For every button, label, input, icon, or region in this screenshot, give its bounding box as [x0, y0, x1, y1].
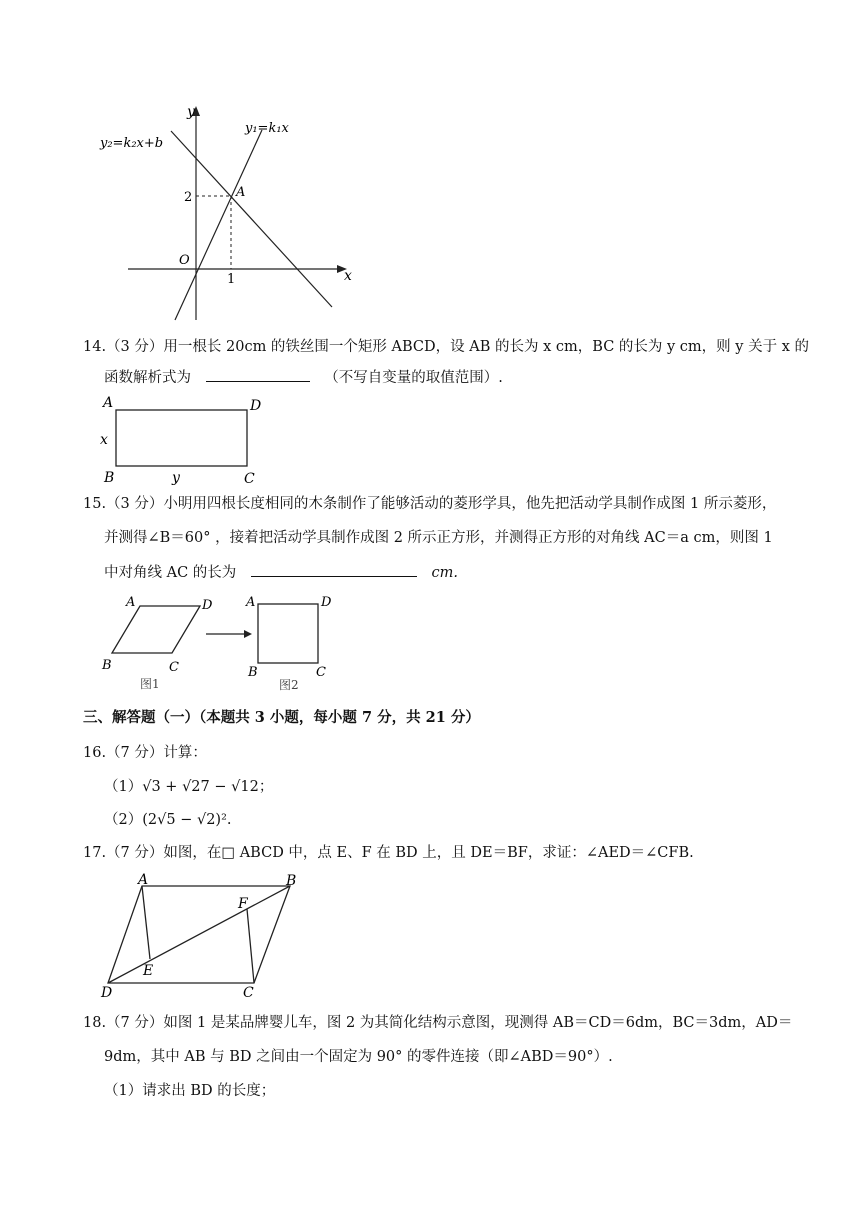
fig2-label-a: A — [246, 595, 256, 610]
q15-line3 — [104, 562, 458, 583]
q14-line2-pre: 函数解析式为 — [104, 370, 191, 386]
q16-part1-expr: √3 + √27 − √12； — [142, 779, 274, 795]
q16-part1 — [104, 777, 273, 797]
origin-label: O — [179, 253, 190, 268]
rect-label-c: C — [244, 471, 255, 486]
q18-line1: 18.（7 分）如图 1 是某品牌婴儿车，图 2 为其简化结构示意图，现测得 AB＝CD＝6dm，BC＝3dm，AD＝ — [83, 1015, 793, 1031]
y-axis-label: y — [187, 104, 195, 120]
q15-line1: 15.（3 分）小明用四根长度相同的木条制作了能够活动的菱形学具，他先把活动学具制作成图 1 所示菱形， — [83, 496, 777, 512]
fig1-label-b: B — [102, 658, 112, 673]
fig2-label-d: D — [321, 595, 332, 610]
para-label-a: A — [138, 872, 149, 888]
x-axis-label: x — [344, 268, 352, 284]
q14-line1: 14.（3 分）用一根长 20cm 的铁丝围一个矩形 ABCD，设 AB 的长为 x cm，BC 的长为 y cm，则 y 关于 x 的 — [83, 339, 809, 355]
line1-label: y₁=k₁x — [245, 121, 289, 136]
rect-label-x: x — [100, 432, 108, 448]
para-label-f: F — [238, 896, 248, 912]
fig1-label-d: D — [202, 598, 213, 613]
rect-label-y: y — [172, 470, 180, 486]
q15-answer-blank[interactable] — [251, 562, 417, 577]
tick-x-label: 1 — [227, 272, 236, 287]
q14-line2-post: （不写自变量的取值范围）. — [324, 370, 503, 386]
rect-label-a: A — [103, 395, 114, 411]
fig2-label-b: B — [248, 665, 258, 680]
parallelogram-figure — [96, 870, 312, 1000]
fig1-label-a: A — [126, 595, 136, 610]
rectangle-figure — [96, 394, 276, 486]
para-label-b: B — [286, 873, 297, 889]
rect-label-b: B — [104, 470, 115, 486]
q18-part1: （1）请求出 BD 的长度； — [104, 1083, 276, 1099]
line2-label: y₂=k₂x+b — [100, 136, 164, 151]
para-label-d: D — [101, 985, 113, 1000]
q15-line2: 并测得∠B＝60° ，接着把活动学具制作成图 2 所示正方形，并测得正方形的对角线 AC＝a cm，则图 1 — [104, 530, 773, 546]
rect-label-d: D — [250, 398, 262, 414]
tick-y-label: 2 — [184, 190, 193, 205]
q14-answer-blank[interactable] — [206, 367, 310, 382]
fig1-caption: 图1 — [140, 677, 160, 691]
q18-line2: 9dm，其中 AB 与 BD 之间由一个固定为 90° 的零件连接（即∠ABD＝90°）. — [104, 1049, 613, 1065]
q16-part2 — [104, 810, 232, 830]
q15-line3-post: cm. — [431, 565, 458, 581]
q16-part2-expr: (2√5 − √2)². — [142, 812, 232, 828]
point-a-label: A — [236, 185, 246, 200]
q16-head: 16.（7 分）计算： — [83, 745, 207, 761]
q14-line2 — [104, 367, 503, 388]
fig2-caption: 图2 — [279, 678, 299, 692]
linear-functions-graph — [95, 98, 365, 324]
q17-line: 17.（7 分）如图，在□ ABCD 中，点 E、F 在 BD 上，且 DE＝BF，求证：∠AED＝∠CFB. — [83, 845, 694, 861]
rhombus-square-figure — [96, 590, 356, 696]
section-heading: 三、解答题（一）（本题共 3 小题，每小题 7 分，共 21 分） — [83, 709, 480, 726]
fig2-label-c: C — [316, 665, 326, 680]
fig1-label-c: C — [169, 660, 179, 675]
q15-line3-pre: 中对角线 AC 的长为 — [104, 565, 237, 581]
para-label-e: E — [143, 963, 154, 979]
q16-part1-label: （1） — [104, 779, 143, 795]
para-label-c: C — [243, 985, 254, 1000]
q16-part2-label: （2） — [104, 812, 143, 828]
